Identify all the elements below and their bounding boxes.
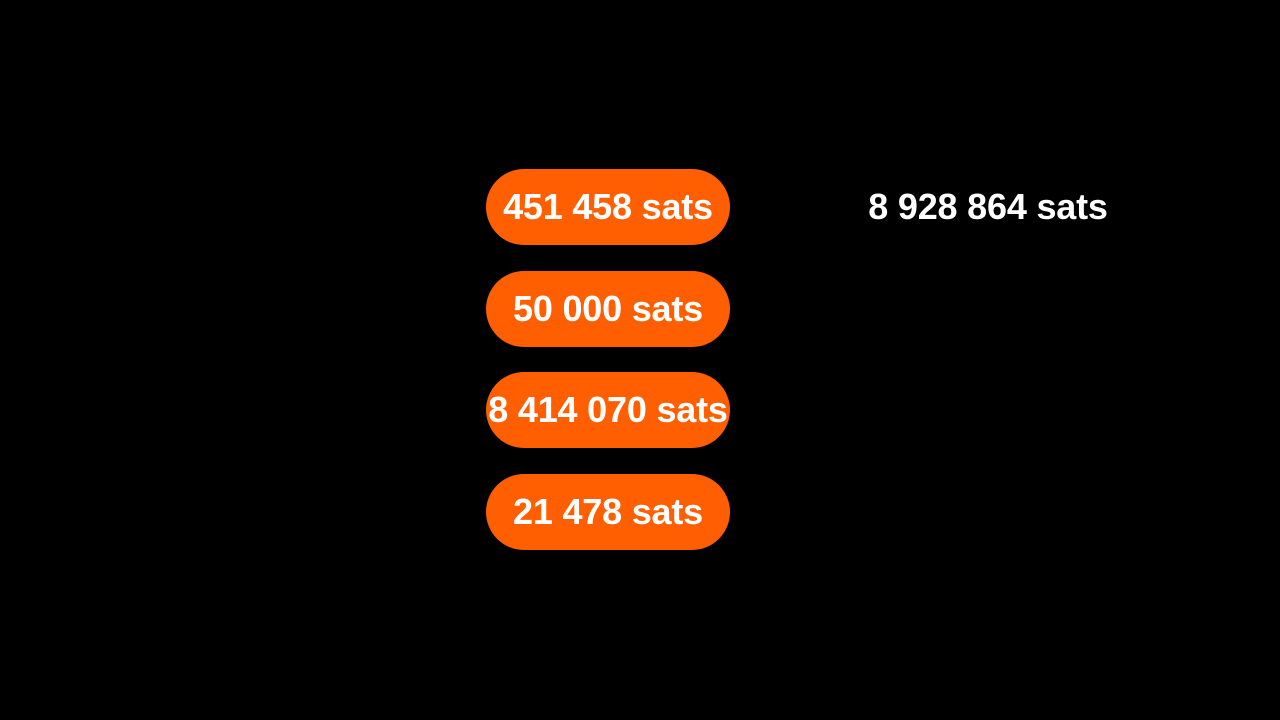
output-amount-label: 8 928 864 sats	[868, 186, 1108, 227]
input-list	[486, 169, 730, 550]
input-amount-2	[486, 271, 730, 347]
input-amount-label: 8 414 070 sats	[488, 389, 728, 430]
input-amount-1	[486, 169, 730, 245]
input-amount-label: 21 478 sats	[513, 490, 703, 532]
input-amount-label: 50 000 sats	[513, 287, 703, 329]
input-amount-3	[486, 372, 730, 448]
input-amount-label: 451 458 sats	[503, 186, 713, 227]
input-amount-4	[486, 474, 730, 550]
output-amount	[840, 169, 1136, 245]
